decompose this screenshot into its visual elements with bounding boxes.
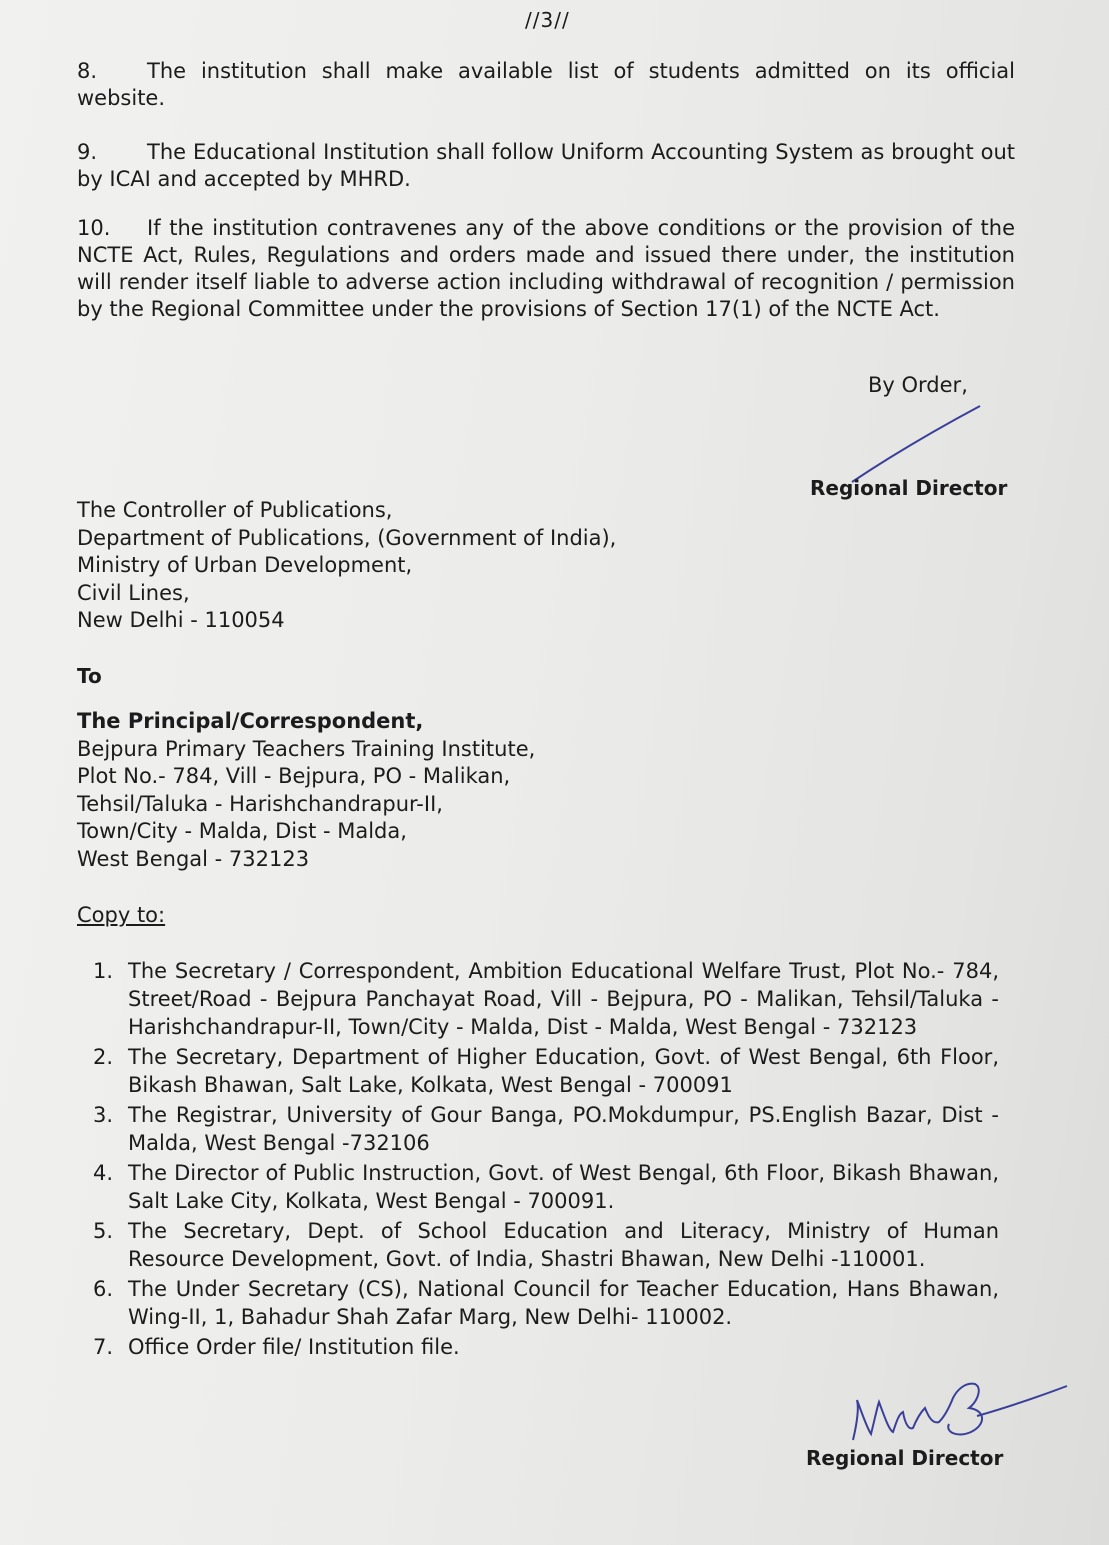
copy-to-item bbox=[93, 957, 999, 1041]
item-text: The Secretary, Dept. of School Education and Literacy, Ministry of Human Resource Development, Govt. of India, Shastri Bhawan, New Delhi -110001. bbox=[128, 1219, 999, 1271]
item-number: 7. bbox=[93, 1335, 114, 1359]
condition-text: The institution shall make available list of students admitted on its official website. bbox=[77, 59, 1015, 110]
item-text: The Secretary, Department of Higher Education, Govt. of West Bengal, 6th Floor, Bikash Bhawan, Salt Lake, Kolkata, West Bengal - 700091 bbox=[128, 1045, 999, 1097]
item-text: The Secretary / Correspondent, Ambition Educational Welfare Trust, Plot No.- 784, Street/Road - Bejpura Panchayat Road, Vill - Bejpura, PO - Malikan, Tehsil/Taluka - Harishchandrapur-II, Town/City - Malda, Dist - Malda, West Bengal - 732123 bbox=[128, 959, 999, 1039]
item-text: The Under Secretary (CS), National Council for Teacher Education, Hans Bhawan, Wing-II, 1, Bahadur Shah Zafar Marg, New Delhi- 110002. bbox=[128, 1277, 999, 1329]
item-number: 2. bbox=[93, 1045, 114, 1069]
copy-to-item bbox=[93, 1101, 999, 1157]
item-text: Office Order file/ Institution file. bbox=[128, 1335, 460, 1359]
condition-9 bbox=[77, 139, 1015, 193]
handwritten-signature bbox=[845, 1368, 1075, 1458]
item-number: 4. bbox=[93, 1161, 114, 1185]
item-number: 3. bbox=[93, 1103, 114, 1127]
address-line: Plot No.- 784, Vill - Bejpura, PO - Malikan, bbox=[77, 764, 511, 788]
address-line: The Controller of Publications, bbox=[77, 498, 393, 522]
condition-8 bbox=[77, 58, 1015, 112]
by-order-text: By Order, bbox=[868, 373, 968, 397]
copy-to-item bbox=[93, 1333, 999, 1361]
address-line: Civil Lines, bbox=[77, 580, 190, 605]
address-line: Tehsil/Taluka - Harishchandrapur-II, bbox=[77, 791, 443, 816]
regional-director-title: Regional Director bbox=[810, 476, 1008, 500]
address-line: Town/City - Malda, Dist - Malda, bbox=[77, 819, 407, 843]
page-number: //3// bbox=[525, 8, 570, 32]
publications-address bbox=[77, 497, 616, 635]
address-line: Ministry of Urban Development, bbox=[77, 553, 413, 577]
condition-number: 9. bbox=[77, 140, 98, 164]
copy-to-item bbox=[93, 1043, 999, 1099]
item-text: The Registrar, University of Gour Banga, PO.Mokdumpur, PS.English Bazar, Dist - Malda, West Bengal -732106 bbox=[128, 1103, 999, 1155]
item-number: 1. bbox=[93, 959, 114, 983]
condition-number: 8. bbox=[77, 59, 98, 83]
condition-text: If the institution contravenes any of the above conditions or the provision of the NCTE Act, Rules, Regulations and orders made and issued there under, the institution will render itself liable to adverse action including withdrawal of recognition / permission by the Regional Committee under the provisions of Section 17(1) of the NCTE Act. bbox=[77, 216, 1015, 321]
recipient-title: The Principal/Correspondent, bbox=[77, 709, 424, 733]
address-line: Bejpura Primary Teachers Training Institute, bbox=[77, 736, 536, 761]
item-number: 5. bbox=[93, 1219, 114, 1243]
copy-to-list bbox=[93, 957, 999, 1363]
regional-director-title-bottom: Regional Director bbox=[806, 1446, 1004, 1470]
copy-to-item bbox=[93, 1217, 999, 1273]
condition-number: 10. bbox=[77, 216, 111, 240]
recipient-address bbox=[77, 708, 535, 873]
address-line: New Delhi - 110054 bbox=[77, 608, 285, 632]
address-line: Department of Publications, (Government of India), bbox=[77, 525, 617, 550]
address-line: West Bengal - 732123 bbox=[77, 846, 310, 871]
condition-text: The Educational Institution shall follow Uniform Accounting System as brought out by ICAI and accepted by MHRD. bbox=[77, 140, 1015, 191]
item-text: The Director of Public Instruction, Govt. of West Bengal, 6th Floor, Bikash Bhawan, Salt Lake City, Kolkata, West Bengal - 700091. bbox=[128, 1161, 999, 1213]
copy-to-item bbox=[93, 1275, 999, 1331]
copy-to-label: Copy to: bbox=[77, 903, 166, 927]
condition-10 bbox=[77, 215, 1015, 323]
item-number: 6. bbox=[93, 1277, 114, 1301]
to-label: To bbox=[77, 664, 102, 688]
copy-to-item bbox=[93, 1159, 999, 1215]
